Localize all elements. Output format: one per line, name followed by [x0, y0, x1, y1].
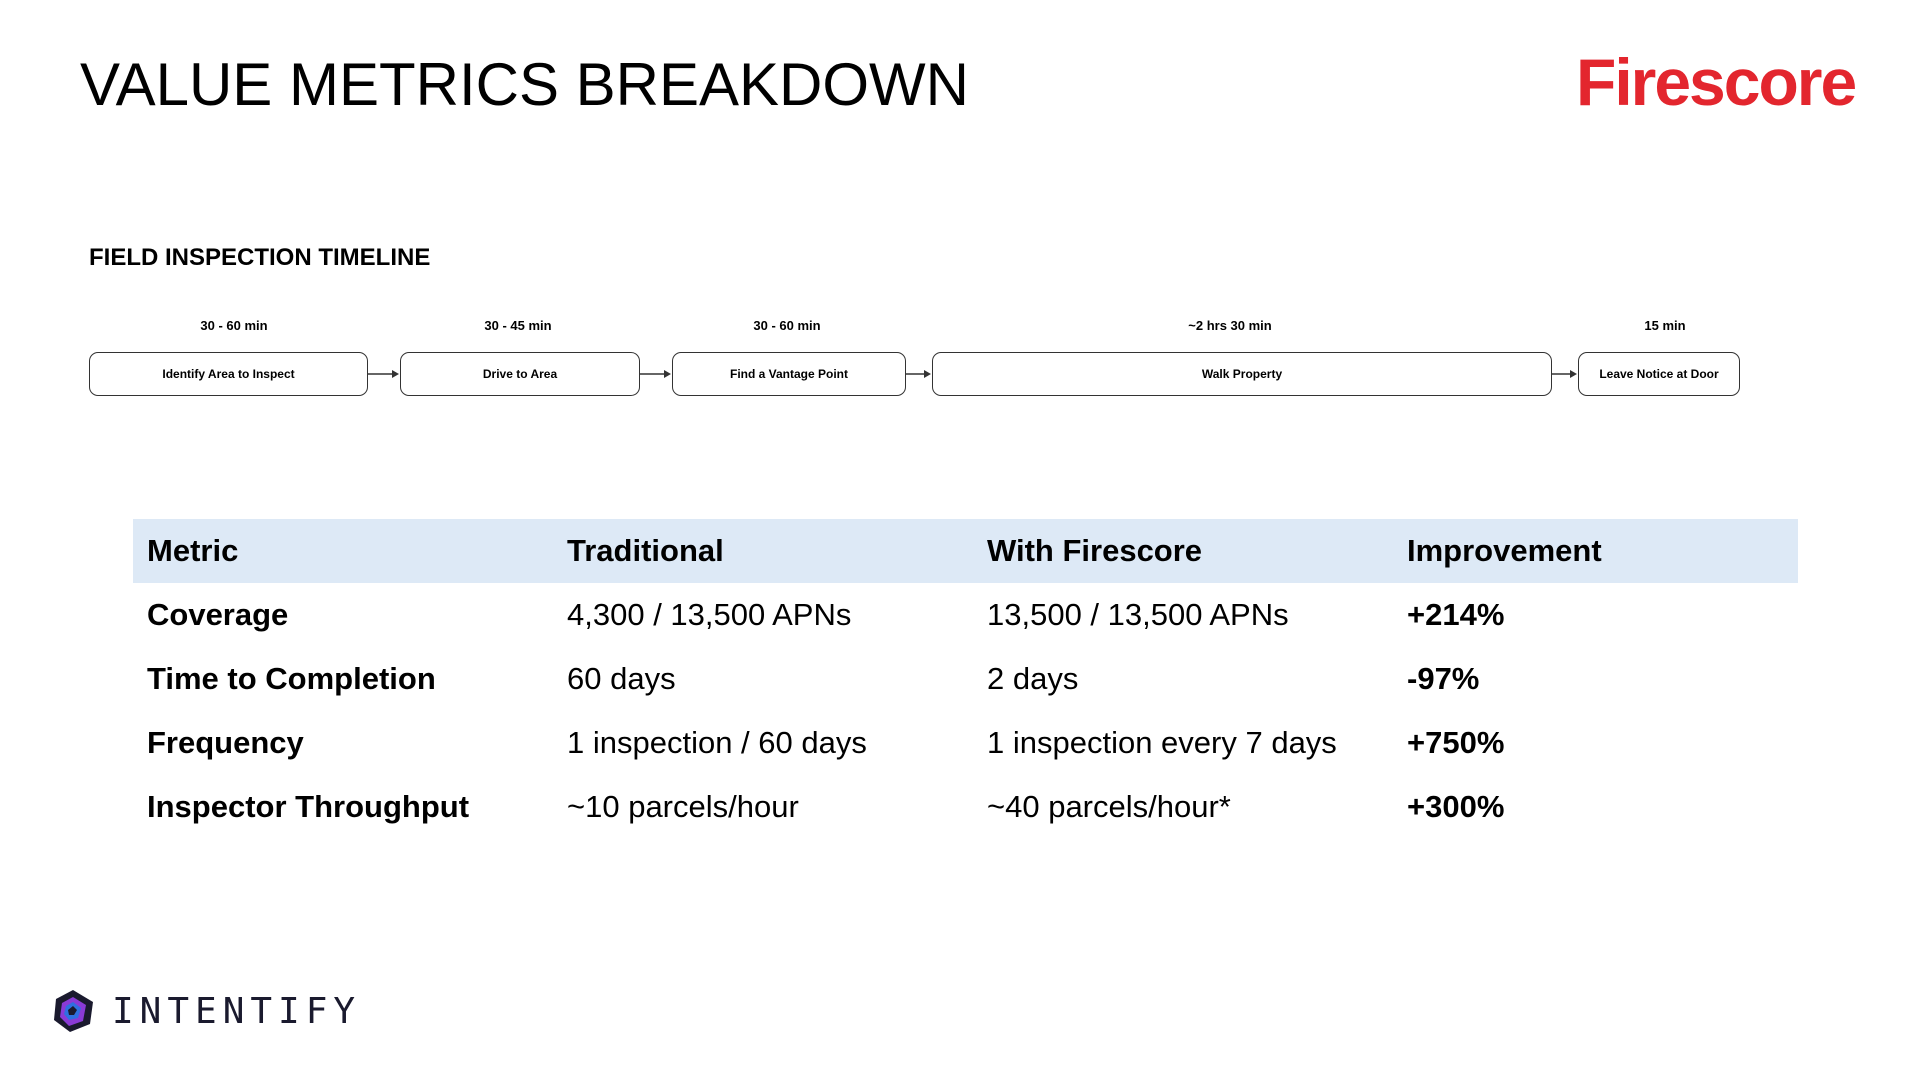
- timeline-step-label: Drive to Area: [482, 367, 558, 381]
- improvement-cell: +750%: [1407, 725, 1505, 760]
- timeline-step-duration: 30 - 60 min: [200, 318, 268, 333]
- metric-name-cell: Inspector Throughput: [147, 789, 470, 824]
- timeline-step-label: Identify Area to Inspect: [162, 367, 295, 381]
- timeline-step-duration: 30 - 45 min: [484, 318, 552, 333]
- timeline-step-label: Find a Vantage Point: [729, 367, 848, 381]
- intentify-wordmark: INTENTIFY: [112, 990, 362, 1032]
- value-metrics-table: [133, 519, 1798, 839]
- metric-name-cell: Coverage: [147, 597, 289, 632]
- firescore-cell: 13,500 / 13,500 APNs: [987, 597, 1289, 632]
- timeline-step-duration: ~2 hrs 30 min: [1188, 318, 1272, 333]
- improvement-cell: +214%: [1407, 597, 1505, 632]
- timeline-arrow-icon: [640, 366, 672, 382]
- improvement-cell: -97%: [1407, 661, 1480, 696]
- table-header-row: [133, 519, 1798, 583]
- timeline-step-box: [400, 352, 640, 396]
- column-header: Traditional: [553, 519, 973, 583]
- timeline-step-box: [89, 352, 368, 396]
- table-row: [133, 775, 1798, 839]
- traditional-cell: 1 inspection / 60 days: [567, 725, 867, 760]
- traditional-cell: 4,300 / 13,500 APNs: [567, 597, 852, 632]
- column-header: With Firescore: [973, 519, 1393, 583]
- timeline-step-label: Leave Notice at Door: [1599, 367, 1719, 381]
- firescore-logo: Firescore: [1576, 45, 1856, 119]
- timeline-step-duration: 30 - 60 min: [753, 318, 821, 333]
- timeline-step-box: [672, 352, 906, 396]
- table-row: [133, 711, 1798, 775]
- firescore-cell: 1 inspection every 7 days: [987, 725, 1337, 760]
- timeline-label: FIELD INSPECTION TIMELINE: [89, 244, 431, 271]
- field-inspection-timeline: [0, 0, 1920, 420]
- timeline-arrow-icon: [368, 366, 400, 382]
- traditional-cell: ~10 parcels/hour: [567, 789, 799, 824]
- intentify-mark-icon: [50, 988, 96, 1034]
- slide-title: VALUE METRICS BREAKDOWN: [80, 51, 970, 118]
- timeline-arrow-icon: [906, 366, 932, 382]
- timeline-step-label: Walk Property: [1201, 367, 1283, 381]
- firescore-cell: 2 days: [987, 661, 1079, 696]
- metric-name-cell: Time to Completion: [147, 661, 436, 696]
- table-row: [133, 583, 1798, 647]
- intentify-logo: [50, 988, 361, 1034]
- improvement-cell: +300%: [1407, 789, 1505, 824]
- traditional-cell: 60 days: [567, 661, 676, 696]
- timeline-step-box: [932, 352, 1552, 396]
- metric-name-cell: Frequency: [147, 725, 304, 760]
- timeline-arrow-icon: [1552, 366, 1578, 382]
- timeline-step-duration: 15 min: [1644, 318, 1686, 333]
- firescore-cell: ~40 parcels/hour*: [987, 789, 1231, 824]
- timeline-step-box: [1578, 352, 1740, 396]
- column-header: Metric: [133, 519, 553, 583]
- table-row: [133, 647, 1798, 711]
- column-header: Improvement: [1393, 519, 1798, 583]
